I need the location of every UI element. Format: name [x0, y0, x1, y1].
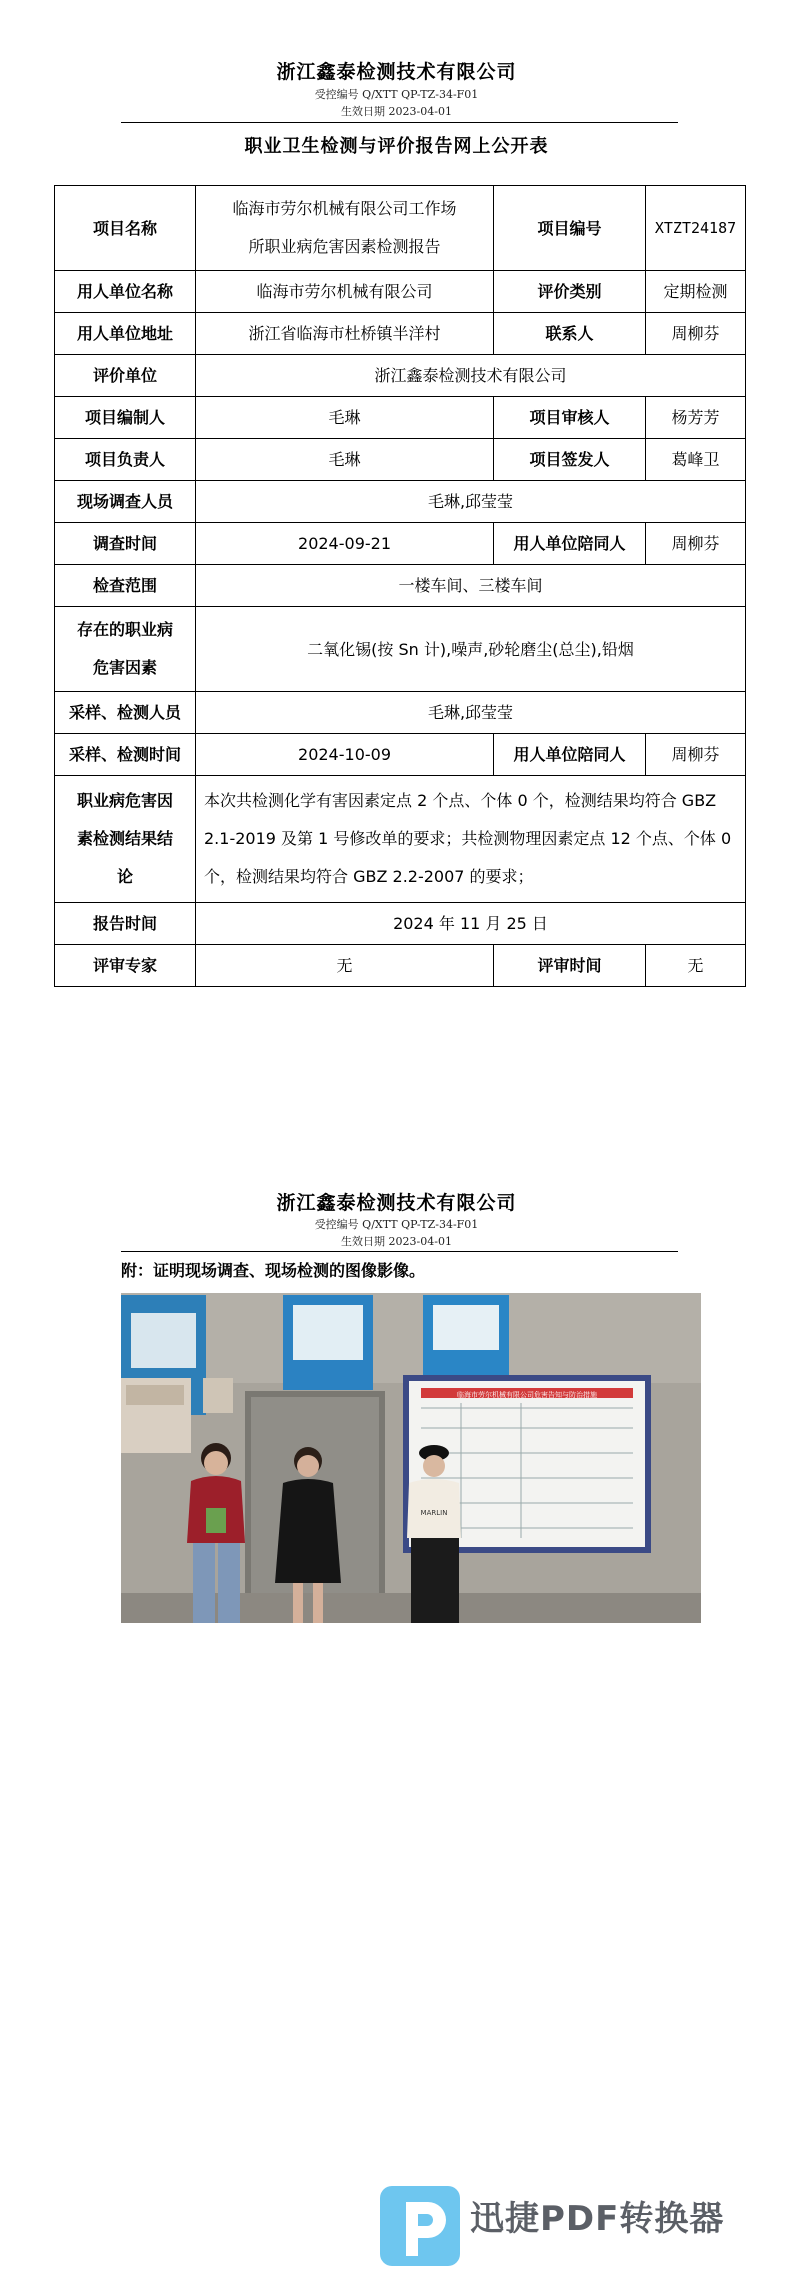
contact-value: 周柳芬 [646, 313, 746, 355]
control-number: 受控编号 Q/XTT QP-TZ-34-F01 [314, 88, 479, 101]
conclusion-label-line2: 素检测结果结 [76, 829, 173, 848]
eval-type-label: 评价类别 [494, 271, 646, 313]
watermark-text: 迅捷PDF转换器 [470, 2199, 725, 2239]
table-row [55, 734, 746, 776]
document-title: 职业卫生检测与评价报告网上公开表 [244, 136, 549, 157]
compiler-label: 项目编制人 [55, 397, 196, 439]
effective-date: 生效日期 2023-04-01 [341, 105, 452, 118]
reviewer-value: 杨芳芳 [646, 397, 746, 439]
table-row [55, 945, 746, 987]
hazards-value: 二氧化锡(按 Sn 计),噪声,砂轮磨尘(总尘),铅烟 [196, 607, 746, 692]
hazards-label-line2: 危害因素 [92, 658, 157, 677]
table-row [55, 313, 746, 355]
samplers-label: 采样、检测人员 [55, 692, 196, 734]
board-title: 临海市劳尔机械有限公司危害告知与防治措施 [457, 1391, 597, 1399]
investigators-label: 现场调查人员 [55, 481, 196, 523]
investigators-value: 毛琳,邱莹莹 [196, 481, 746, 523]
expert-value: 无 [196, 945, 494, 987]
escort-label: 用人单位陪同人 [494, 523, 646, 565]
eval-unit-value: 浙江鑫泰检测技术有限公司 [196, 355, 746, 397]
attachment-title: 附：证明现场调查、现场检测的图像影像。 [121, 1261, 426, 1280]
project-no-label: 项目编号 [494, 186, 646, 271]
hazards-label-line1: 存在的职业病 [76, 620, 173, 639]
employer-address-label: 用人单位地址 [55, 313, 196, 355]
survey-time-label: 调查时间 [55, 523, 196, 565]
sampling-time-value: 2024-10-09 [196, 734, 494, 776]
table-row [55, 355, 746, 397]
project-name-line2: 所职业病危害因素检测报告 [248, 237, 441, 256]
effective-date-page2: 生效日期 2023-04-01 [341, 1235, 452, 1248]
expert-label: 评审专家 [55, 945, 196, 987]
project-name-label: 项目名称 [55, 186, 196, 271]
hazards-label [55, 607, 196, 692]
shirt-text: MARLIN [420, 1509, 448, 1517]
leader-label: 项目负责人 [55, 439, 196, 481]
table-row [55, 565, 746, 607]
escort2-label: 用人单位陪同人 [494, 734, 646, 776]
leader-value: 毛琳 [196, 439, 494, 481]
employer-address-value: 浙江省临海市杜桥镇半洋村 [196, 313, 494, 355]
table-row [55, 523, 746, 565]
table-row [55, 397, 746, 439]
conclusion-label [55, 776, 196, 903]
review-time-label: 评审时间 [494, 945, 646, 987]
company-name-page2: 浙江鑫泰检测技术有限公司 [276, 1192, 517, 1214]
report-time-value: 2024 年 11 月 25 日 [196, 903, 746, 945]
sampling-time-label: 采样、检测时间 [55, 734, 196, 776]
survey-time-value: 2024-09-21 [196, 523, 494, 565]
header-divider-page2 [121, 1251, 678, 1252]
review-time-value: 无 [646, 945, 746, 987]
table-row [55, 481, 746, 523]
table-row [55, 607, 746, 692]
scope-value: 一楼车间、三楼车间 [196, 565, 746, 607]
eval-type-value: 定期检测 [646, 271, 746, 313]
contact-label: 联系人 [494, 313, 646, 355]
table-row [55, 439, 746, 481]
table-row [55, 186, 746, 271]
project-name-line1: 临海市劳尔机械有限公司工作场 [232, 199, 457, 218]
project-no-value: XTZT24187 [646, 186, 746, 271]
table-row [55, 271, 746, 313]
table-row [55, 776, 746, 903]
table-row [55, 903, 746, 945]
control-number-page2: 受控编号 Q/XTT QP-TZ-34-F01 [314, 1218, 479, 1231]
project-name-value [196, 186, 494, 271]
compiler-value: 毛琳 [196, 397, 494, 439]
employer-name-value: 临海市劳尔机械有限公司 [196, 271, 494, 313]
escort-value: 周柳芬 [646, 523, 746, 565]
escort2-value: 周柳芬 [646, 734, 746, 776]
company-name: 浙江鑫泰检测技术有限公司 [276, 61, 517, 83]
conclusion-value: 本次共检测化学有害因素定点 2 个点、个体 0 个，检测结果均符合 GBZ 2.1-2019 及第 1 号修改单的要求；共检测物理因素定点 12 个点、个体 0 个，检测结果均符合 GBZ 2.2-2007 的要求； [196, 776, 746, 903]
table-row [55, 692, 746, 734]
conclusion-label-line3: 论 [116, 867, 133, 886]
eval-unit-label: 评价单位 [55, 355, 196, 397]
issuer-label: 项目签发人 [494, 439, 646, 481]
conclusion-label-line1: 职业病危害因 [76, 791, 173, 810]
report-time-label: 报告时间 [55, 903, 196, 945]
site-survey-photo [121, 1293, 701, 1623]
pdf-converter-logo-icon [378, 2184, 468, 2269]
header-divider [121, 122, 678, 123]
scope-label: 检查范围 [55, 565, 196, 607]
issuer-value: 葛峰卫 [646, 439, 746, 481]
samplers-value: 毛琳,邱莹莹 [196, 692, 746, 734]
employer-name-label: 用人单位名称 [55, 271, 196, 313]
reviewer-label: 项目审核人 [494, 397, 646, 439]
report-info-table [54, 185, 746, 987]
